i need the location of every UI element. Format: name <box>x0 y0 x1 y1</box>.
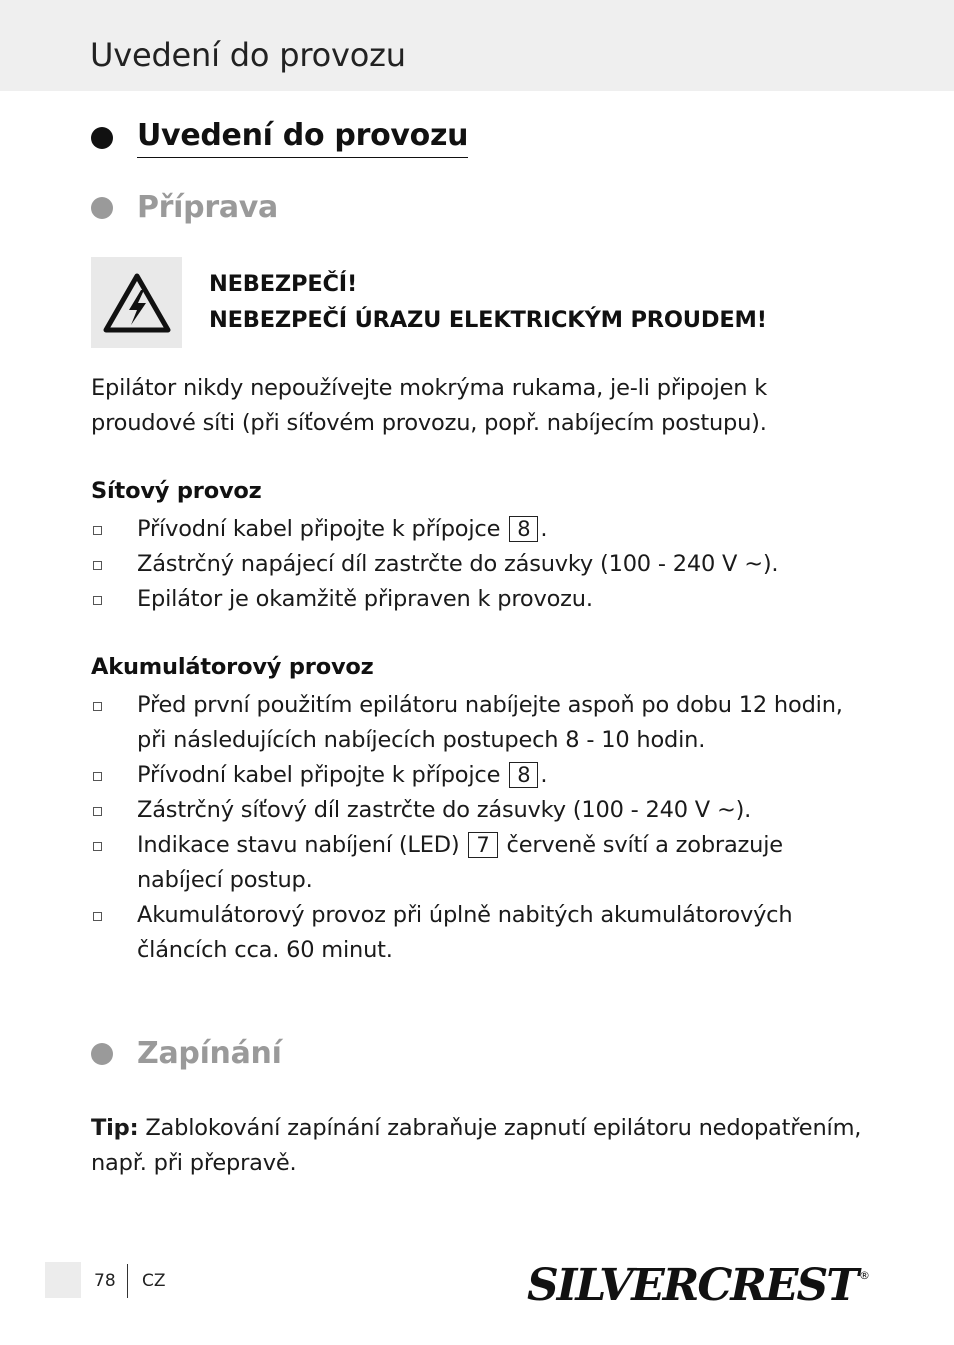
checkbox-bullet-icon <box>93 702 102 711</box>
checkbox-bullet-icon <box>93 561 102 570</box>
language-code: CZ <box>142 1271 166 1291</box>
list-item: Před první použitím epilátoru nabíjejte aspoň po dobu 12 hodin, při následujících nabíjecích postupech 8 - 10 hodin. <box>91 688 871 758</box>
section-title-priprava: Příprava <box>137 190 278 225</box>
subheading-akumulatorovy: Akumulátorový provoz <box>91 654 374 680</box>
heading-bullet-icon <box>91 127 113 149</box>
list-item: Zástrčný síťový díl zastrčte do zásuvky (100 - 240 V ~). <box>91 793 871 828</box>
header-band <box>0 0 954 91</box>
warning-line-1: NEBEZPEČÍ! <box>209 271 358 297</box>
list-item: Indikace stavu nabíjení (LED) 7 červeně svítí a zobrazuje nabíjecí postup. <box>91 828 871 898</box>
list-item: Epilátor je okamžitě připraven k provozu. <box>91 582 871 617</box>
section-title-zapinani: Zapínání <box>137 1036 282 1071</box>
section-heading-zapinani <box>91 1036 282 1071</box>
page-header-title: Uvedení do provozu <box>90 36 406 74</box>
checkbox-bullet-icon <box>93 596 102 605</box>
sitovy-list <box>91 512 871 617</box>
tip-label: Tip: <box>91 1115 139 1141</box>
checkbox-bullet-icon <box>93 807 102 816</box>
reference-number: 7 <box>468 832 497 858</box>
section-heading-uvedeni <box>91 118 468 158</box>
footer-divider <box>127 1264 128 1298</box>
registered-mark: ® <box>858 1269 870 1282</box>
footer-marker <box>45 1262 81 1298</box>
section-title-uvedeni: Uvedení do provozu <box>137 118 468 158</box>
checkbox-bullet-icon <box>93 912 102 921</box>
tip-paragraph <box>91 1111 871 1181</box>
heading-bullet-icon <box>91 197 113 219</box>
list-item: Přívodní kabel připojte k přípojce 8 . <box>91 512 871 547</box>
electric-hazard-icon <box>102 272 172 334</box>
list-item: Zástrčný napájecí díl zastrčte do zásuvky (100 - 240 V ~). <box>91 547 871 582</box>
reference-number: 8 <box>509 516 538 542</box>
list-item: Přívodní kabel připojte k přípojce 8 . <box>91 758 871 793</box>
akumulatorovy-list <box>91 688 871 968</box>
checkbox-bullet-icon <box>93 842 102 851</box>
reference-number: 8 <box>509 762 538 788</box>
subheading-sitovy: Sítový provoz <box>91 478 262 504</box>
brand-logo-text: SILVERCREST <box>527 1260 857 1311</box>
warning-text <box>209 266 767 338</box>
section-heading-priprava <box>91 190 278 225</box>
list-item: Akumulátorový provoz při úplně nabitých akumulátorových článcích cca. 60 minut. <box>91 898 871 968</box>
warning-line-2: NEBEZPEČÍ ÚRAZU ELEKTRICKÝM PROUDEM! <box>209 307 767 333</box>
warning-icon-box <box>91 257 182 348</box>
tip-text: Zablokování zapínání zabraňuje zapnutí epilátoru nedopatřením, např. při přepravě. <box>91 1115 862 1176</box>
checkbox-bullet-icon <box>93 526 102 535</box>
page-number: 78 <box>94 1271 116 1291</box>
intro-paragraph: Epilátor nikdy nepoužívejte mokrýma rukama, je-li připojen k proudové síti (při síťovém provozu, popř. nabíjecím postupu). <box>91 375 768 436</box>
heading-bullet-icon <box>91 1043 113 1065</box>
checkbox-bullet-icon <box>93 772 102 781</box>
brand-logo <box>527 1261 870 1311</box>
